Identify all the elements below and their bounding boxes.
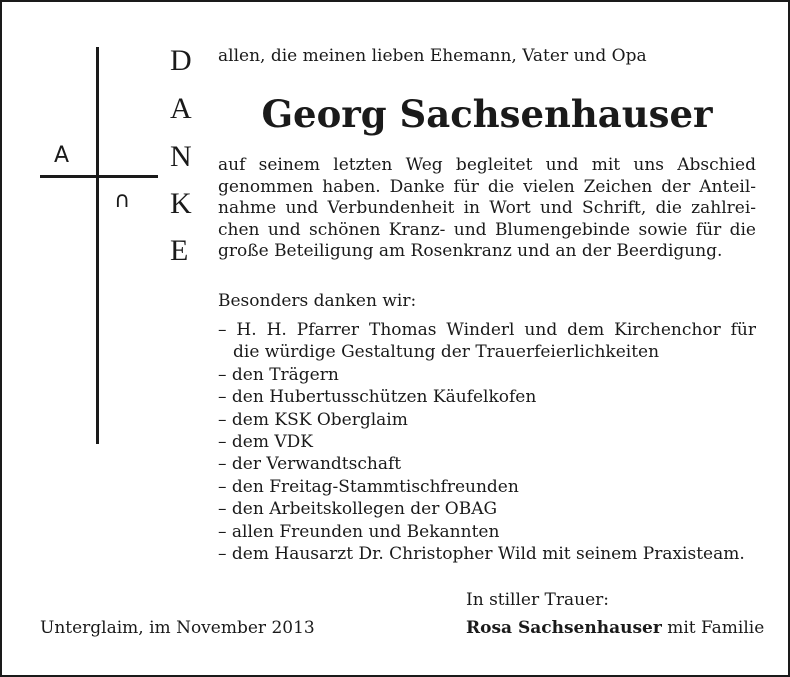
thanks-paragraph: [218, 155, 756, 263]
list-item: die würdige Gestaltung der Trauerfeierlichkeiten: [233, 342, 660, 363]
list-item: – H. H. Pfarrer Thomas Winderl und dem Kirchenchor für: [218, 320, 756, 340]
cross-vertical-bar: [96, 47, 99, 444]
danke-letter-n: N: [170, 140, 192, 173]
cross-horizontal-bar: [40, 175, 158, 178]
list-item: – allen Freunden und Bekannten: [218, 521, 500, 542]
place-date: Unterglaim, im November 2013: [40, 618, 315, 638]
danke-letter-k: K: [170, 187, 192, 220]
paragraph-line: auf seinem letzten Weg begleitet und mit uns Abschied: [218, 155, 756, 175]
list-item: – der Verwandtschaft: [218, 454, 402, 475]
signature: [466, 618, 764, 638]
paragraph-line: chen und schönen Kranz- und Blumengebinde sowie für die: [218, 219, 756, 240]
thanks-heading: Besonders danken wir:: [218, 291, 417, 311]
danke-letter-e: E: [170, 234, 189, 267]
mourning-label: In stiller Trauer:: [466, 590, 609, 610]
danke-letter-a: A: [170, 92, 192, 125]
list-item: – dem VDK: [218, 432, 313, 453]
list-item: – den Hubertusschützen Käufelkofen: [218, 387, 537, 408]
list-item: – dem Hausarzt Dr. Christopher Wild mit seinem Praxisteam.: [218, 544, 745, 565]
signer-name: Rosa Sachsenhauser: [466, 618, 662, 638]
omega-symbol-icon: ∩: [114, 188, 131, 213]
danke-letter-d: D: [170, 44, 192, 77]
list-item: – dem KSK Oberglaim: [218, 409, 408, 430]
list-item: – den Trägern: [218, 364, 339, 385]
paragraph-line: nahme und Verbundenheit in Wort und Schrift, die zahlrei-: [218, 198, 756, 218]
intro-line: allen, die meinen lieben Ehemann, Vater und Opa: [218, 46, 647, 66]
list-item: – den Freitag-Stammtischfreunden: [218, 476, 519, 497]
paragraph-line: genommen haben. Danke für die vielen Zeichen der Anteil-: [218, 176, 756, 197]
alpha-symbol-icon: A: [54, 143, 70, 168]
paragraph-line: große Beteiligung am Rosenkranz und an der Beerdigung.: [218, 241, 723, 261]
list-item: – den Arbeitskollegen der OBAG: [218, 499, 498, 520]
thanks-list: [218, 319, 756, 565]
deceased-name: Georg Sachsenhauser: [261, 92, 713, 136]
signer-suffix: mit Familie: [661, 618, 765, 638]
